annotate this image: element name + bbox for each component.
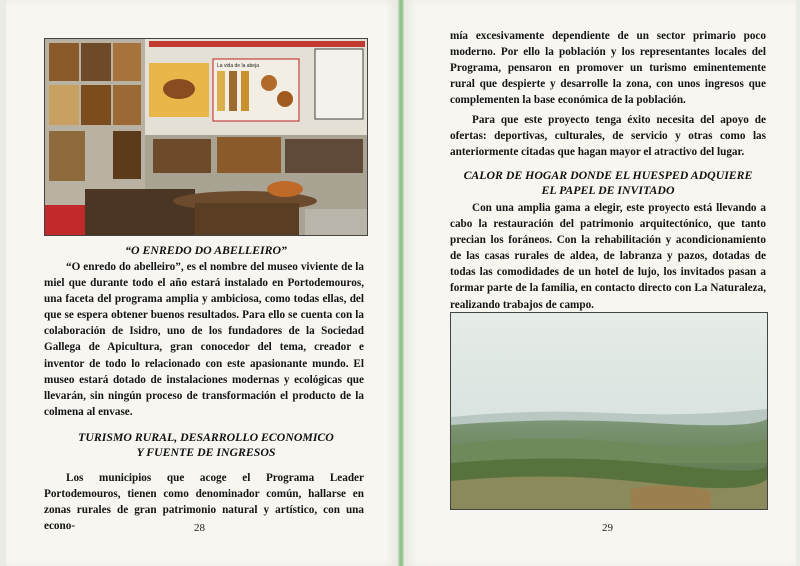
left-page [6, 0, 398, 566]
section-title-calor-de-hogar [450, 168, 766, 198]
paragraph-text: Los municipios que acoge el Programa Leader Portodemouros, tienen como denominador común, hallarse en zonas rurales de gran patrimonio natural y artístico, con una econo- [44, 472, 364, 533]
paragraph-text: “O enredo do abelleiro”, es el nombre del museo viviente de la miel que durante todo el año estará instalado en Portodemouros, una faceta del programa amplia y ambiciosa, como todas ellas, del que se espera obtener buenos resultados. Para ello se cuenta con la colaboración de Isidro, uno de los fundadores de la Sociedad Gallega de Apicultura, gran conocedor del tema, creador e inventor de todo lo relacionado con este apasionante mundo. El museo estará dotado de instalaciones modernas y ecológicas que llevarán, sin ningún proceso de transformación el producto de la colmena al envase. [44, 261, 364, 418]
title-line: Y FUENTE DE INGRESOS [136, 445, 276, 459]
hogar-paragraph [450, 200, 766, 313]
title-line: TURISMO RURAL, DESARROLLO ECONOMICO [78, 430, 334, 444]
title-line: EL PAPEL DE INVITADO [541, 183, 675, 197]
paragraph-text: Para que este proyecto tenga éxito necesita del apoyo de ofertas: deportivas, culturales, de servicio y otras como las anteriormente citadas que hagan mayor el atractivo del lugar. [450, 114, 766, 159]
page-number: 29 [602, 522, 613, 534]
page-number: 28 [194, 522, 205, 534]
right-page [404, 0, 796, 566]
paragraph-text: mía excesivamente dependiente de un sector primario poco moderno. Por ello la población y los representantes locales del Programa, pensaron en promover un turismo eminentemente rural que despierte y desarrolle la zona, con unos ingresos que complementen la base económica de la población. [450, 30, 766, 107]
economy-paragraph [450, 28, 766, 108]
section-title-abelleiro: “O ENREDO DO ABELLEIRO” [125, 243, 287, 257]
offers-paragraph [450, 112, 766, 160]
paragraph-text: Con una amplia gama a elegir, este proyecto está llevando a cabo la restauración del patrimonio arquitectónico, que tanto precian los foráneos. Con la rehabilitación y acondicionamiento de las casas rurales de aldea, de labranza y pazos, dotadas de todas las comodidades de un hotel de lujo, los invitados pasan a formar parte de la familia, en contacto directo con La Naturaleza, realizando trabajos de campo. [450, 202, 766, 311]
title-line: CALOR DE HOGAR DONDE EL HUESPED ADQUIERE [463, 168, 753, 182]
landscape-photo [450, 312, 768, 510]
museum-photo [44, 38, 368, 236]
section-title-turismo-rural [46, 430, 366, 460]
poster-title: La vida de la abeja [217, 63, 259, 69]
abelleiro-paragraph [44, 259, 364, 420]
